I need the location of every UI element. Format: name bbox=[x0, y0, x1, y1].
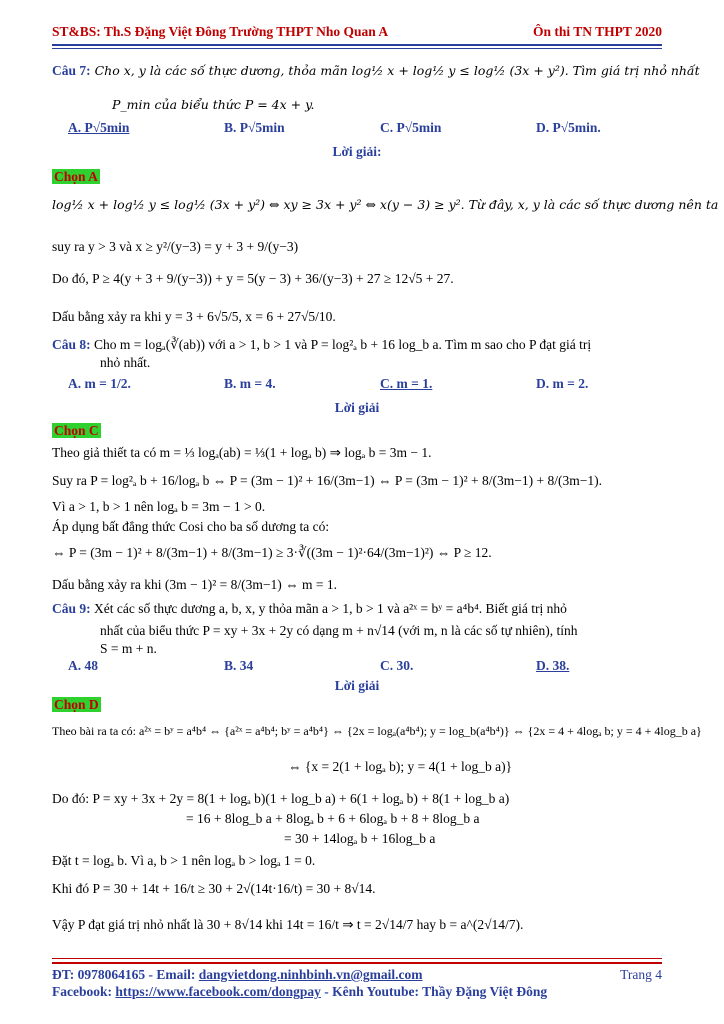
q9-choice-badge: Chọn D bbox=[54, 697, 99, 712]
q9-stem bbox=[52, 600, 567, 618]
q8-choice bbox=[52, 422, 101, 440]
q9-label: Câu 9: bbox=[52, 601, 91, 616]
q7-choice bbox=[52, 168, 100, 186]
q9-option-d-text: D. 38. bbox=[536, 658, 570, 673]
q7-step-3: Do đó, P ≥ 4(y + 3 + 9/(y−3)) + y = 5(y − 3) + 36/(y−3) + 27 ≥ 12√5 + 27. bbox=[52, 271, 454, 286]
header-left: ST&BS: Th.S Đặng Việt Đông Trường THPT Nho Quan A bbox=[52, 24, 389, 39]
header-rule bbox=[52, 44, 662, 46]
q7-label: Câu 7: bbox=[52, 63, 91, 78]
q8-label: Câu 8: bbox=[52, 337, 91, 352]
q9-solution-title: Lời giải bbox=[334, 678, 380, 693]
q7-option-a-text: A. P√5min bbox=[68, 120, 130, 135]
q7-option-d-text: D. P√5min. bbox=[536, 120, 601, 135]
q9-option-b[interactable] bbox=[224, 658, 253, 674]
q9-text: Xét các số thực dương a, b, x, y thỏa mãn a > 1, b > 1 và a²ˣ = bʸ = a⁴b⁴. Biết giá trị nhỏ bbox=[90, 601, 567, 616]
q8-option-b-text: B. m = 4. bbox=[224, 376, 276, 391]
q9-step-6: Đặt t = logₐ b. Vì a, b > 1 nên logₐ b > logₐ 1 = 0. bbox=[52, 853, 316, 868]
q7-option-b-text: B. P√5min bbox=[224, 120, 285, 135]
q7-stem bbox=[52, 62, 700, 80]
q7-option-a[interactable] bbox=[68, 120, 129, 136]
q7-option-d[interactable] bbox=[536, 120, 601, 136]
q7-option-b[interactable] bbox=[224, 120, 285, 136]
q8-choice-badge: Chọn C bbox=[54, 423, 99, 438]
q8-option-d-text: D. m = 2. bbox=[536, 376, 589, 391]
q7-solution-title: Lời giải: bbox=[332, 144, 382, 159]
q8-step-1: Theo giả thiết ta có m = ⅓ logₐ(ab) = ⅓(1 + logₐ b) ⇒ logₐ b = 3m − 1. bbox=[52, 445, 432, 460]
facebook-link[interactable]: https://www.facebook.com/dongpay bbox=[115, 984, 321, 999]
q9-step-1: Theo bài ra ta có: a²ˣ = bʸ = a⁴b⁴ ⇔ {a²ˣ = a⁴b⁴; bʸ = a⁴b⁴} ⇔ {2x = logₐ(a⁴b⁴); y = log_b(a⁴b⁴)} ⇔ {2x = 4 + 4logₐ b; y = 4 + 4log_b a} bbox=[52, 724, 702, 738]
footer-rule bbox=[52, 962, 662, 964]
q8-stem-2: nhỏ nhất. bbox=[100, 355, 151, 370]
page-number: Trang 4 bbox=[620, 967, 662, 982]
q7-option-c[interactable] bbox=[380, 120, 441, 136]
q7-stem-2 bbox=[112, 96, 314, 114]
q8-option-c[interactable] bbox=[380, 376, 432, 392]
footer-contact: ĐT: 0978064165 - Email: bbox=[52, 967, 199, 982]
q8-option-a-text: A. m = 1/2. bbox=[68, 376, 131, 391]
q7-step-2: suy ra y > 3 và x ≥ y²/(y−3) = y + 3 + 9/(y−3) bbox=[52, 239, 299, 254]
q7-step-1-text: log½ x + log½ y ≤ log½ (3x + y²) ⇔ xy ≥ 3x + y² ⇔ x(y − 3) ≥ y². Từ đây, x, y là các số thực dương nên ta bbox=[52, 197, 719, 212]
header-rule-thin bbox=[52, 48, 662, 49]
page-footer bbox=[52, 966, 662, 1000]
email-link[interactable]: dangvietdong.ninhbinh.vn@gmail.com bbox=[198, 967, 423, 982]
q8-solution-title: Lời giải bbox=[334, 400, 380, 415]
q8-option-d[interactable] bbox=[536, 376, 588, 392]
q7-step-1 bbox=[52, 196, 718, 214]
q8-step-4: Áp dụng bất đẳng thức Cosi cho ba số dương ta có: bbox=[52, 519, 330, 534]
q8-stem bbox=[52, 336, 591, 354]
facebook-label: Facebook: bbox=[52, 984, 116, 999]
q7-choice-badge: Chọn A bbox=[54, 169, 98, 184]
footer-line-1 bbox=[52, 966, 662, 983]
q7-option-c-text: C. P√5min bbox=[380, 120, 442, 135]
q9-option-c[interactable] bbox=[380, 658, 413, 674]
q8-option-b[interactable] bbox=[224, 376, 276, 392]
q9-step-3: Do đó: P = xy + 3x + 2y = 8(1 + logₐ b)(1 + log_b a) + 6(1 + logₐ b) + 8(1 + log_b a) bbox=[52, 791, 510, 806]
q7-step-4: Dấu bằng xảy ra khi y = 3 + 6√5/5, x = 6 + 27√5/10. bbox=[52, 309, 336, 324]
youtube-channel: - Kênh Youtube: Thầy Đặng Việt Đông bbox=[320, 984, 548, 999]
q9-option-c-text: C. 30. bbox=[380, 658, 414, 673]
q9-stem-3: S = m + n. bbox=[100, 641, 157, 656]
q8-step-5: ⇔ P = (3m − 1)² + 8/(3m−1) + 8/(3m−1) ≥ 3·∛((3m − 1)²·64/(3m−1)²) ⇔ P ≥ 12. bbox=[52, 545, 492, 560]
q8-step-3: Vì a > 1, b > 1 nên logₐ b = 3m − 1 > 0. bbox=[52, 499, 266, 514]
q8-step-6: Dấu bằng xảy ra khi (3m − 1)² = 8/(3m−1) ⇔ m = 1. bbox=[52, 577, 337, 592]
q9-choice bbox=[52, 696, 101, 714]
q9-option-a-text: A. 48 bbox=[68, 658, 98, 673]
q8-text: Cho m = logₐ(∛(ab)) với a > 1, b > 1 và P = log²ₐ b + 16 log_b a. Tìm m sao cho P đạt giá trị bbox=[90, 337, 592, 352]
header-right: Ôn thi TN THPT 2020 bbox=[532, 24, 662, 39]
q8-step-2: Suy ra P = log²ₐ b + 16/logₐ b ⇔ P = (3m − 1)² + 16/(3m−1) ⇔ P = (3m − 1)² + 8/(3m−1) + 8/(3m−1). bbox=[52, 473, 602, 488]
q9-step-2: ⇔ {x = 2(1 + logₐ b); y = 4(1 + log_b a)} bbox=[288, 759, 513, 774]
q7-text-2: P_min của biểu thức P = 4x + y. bbox=[112, 97, 315, 112]
q9-step-4: = 16 + 8log_b a + 8logₐ b + 6 + 6logₐ b + 8 + 8log_b a bbox=[186, 811, 480, 826]
q9-option-b-text: B. 34 bbox=[224, 658, 254, 673]
footer-line-2 bbox=[52, 983, 662, 1000]
q9-stem-2: nhất của biểu thức P = xy + 3x + 2y có dạng m + n√14 (với m, n là các số tự nhiên), tính bbox=[100, 623, 578, 638]
q9-option-d[interactable] bbox=[536, 658, 569, 674]
footer-rule-thin bbox=[52, 958, 662, 959]
q8-option-a[interactable] bbox=[68, 376, 131, 392]
q9-step-8: Vậy P đạt giá trị nhỏ nhất là 30 + 8√14 khi 14t = 16/t ⇒ t = 2√14/7 hay b = a^(2√14/7). bbox=[52, 917, 524, 932]
q9-step-5: = 30 + 14logₐ b + 16log_b a bbox=[284, 831, 436, 846]
q9-option-a[interactable] bbox=[68, 658, 98, 674]
q8-option-c-text: C. m = 1. bbox=[380, 376, 433, 391]
page-header bbox=[52, 24, 662, 40]
q7-text: Cho x, y là các số thực dương, thỏa mãn log½ x + log½ y ≤ log½ (3x + y²). Tìm giá trị nhỏ nhất bbox=[90, 63, 700, 78]
q9-step-7: Khi đó P = 30 + 14t + 16/t ≥ 30 + 2√(14t·16/t) = 30 + 8√14. bbox=[52, 881, 376, 896]
